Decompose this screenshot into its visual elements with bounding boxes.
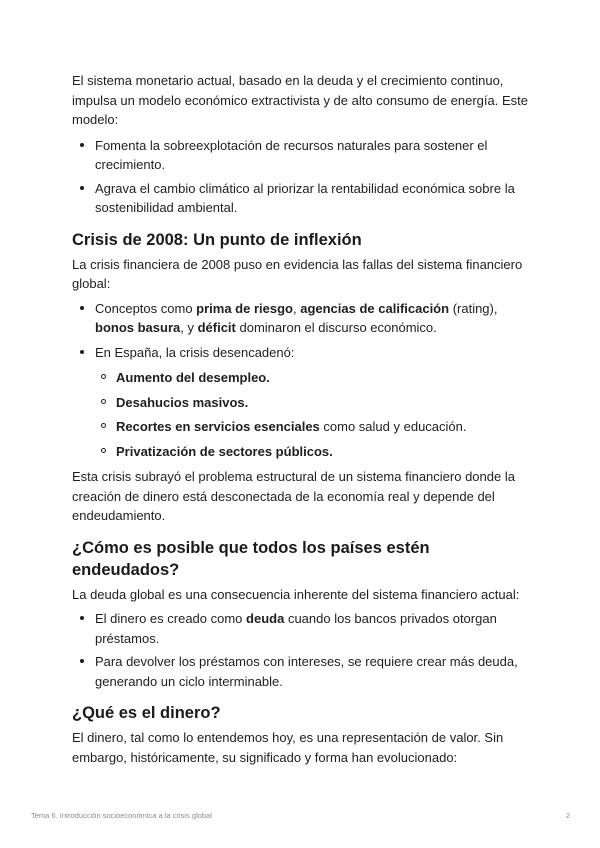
section-heading-money: ¿Qué es el dinero? xyxy=(72,704,221,722)
sub-list-item: Aumento del desempleo. xyxy=(95,368,532,388)
list-item: Conceptos como prima de riesgo, agencias de calificación (rating), bonos basura, y déficit dominaron el discurso económico. xyxy=(72,299,532,338)
section-heading-crisis: Crisis de 2008: Un punto de inflexión xyxy=(72,230,362,249)
sub-list-item: Recortes en servicios esenciales como salud y educación. xyxy=(95,417,532,437)
list-item: En España, la crisis desencadenó: xyxy=(72,343,532,363)
crisis-paragraph: La crisis financiera de 2008 puso en evidencia las fallas del sistema financiero global: xyxy=(72,256,523,291)
list-item: El dinero es creado como deuda cuando los bancos privados otorgan préstamos. xyxy=(72,609,532,648)
intro-paragraph: El sistema monetario actual, basado en la deuda y el crecimiento continuo, impulsa un modelo económico extractivista y de alto consumo de energía. Este modelo: xyxy=(72,73,528,127)
term-deficit: déficit xyxy=(197,320,236,335)
crisis-list xyxy=(72,299,532,363)
term-bonos-basura: bonos basura xyxy=(95,320,181,335)
crisis-sublist xyxy=(95,368,532,461)
term-deuda: deuda xyxy=(246,611,285,626)
term-prima-de-riesgo: prima de riesgo xyxy=(196,300,293,316)
debt-paragraph: La deuda global es una consecuencia inherente del sistema financiero actual: xyxy=(72,586,520,602)
intro-list xyxy=(72,136,532,218)
sub-list-item: Desahucios masivos. xyxy=(95,393,532,413)
section-heading-debt: ¿Cómo es posible que todos los países estén endeudados? xyxy=(72,538,430,579)
term-agencias-de-calificacion: agencias de calificación xyxy=(300,300,450,316)
sub-list-item: Privatización de sectores públicos. xyxy=(95,442,532,462)
page-number: 2 xyxy=(566,811,571,820)
debt-list xyxy=(72,609,532,691)
crisis-closing-paragraph: Esta crisis subrayó el problema estructural de un sistema financiero donde la creación de dinero está desconectada de la economía real y depende del endeudamiento. xyxy=(72,469,515,523)
list-item: Para devolver los préstamos con intereses, se requiere crear más deuda, generando un ciclo interminable. xyxy=(72,652,532,691)
list-item: Agrava el cambio climático al priorizar la rentabilidad económica sobre la sostenibilidad ambiental. xyxy=(72,179,532,218)
page-content xyxy=(72,71,532,767)
list-item: Fomenta la sobreexplotación de recursos naturales para sostener el crecimiento. xyxy=(72,136,532,175)
money-paragraph: El dinero, tal como lo entendemos hoy, es una representación de valor. Sin embargo, históricamente, su significado y forma han evolucionado: xyxy=(72,730,504,765)
footer-title: Tema 6. Introducción socioeconómica a la crisis global xyxy=(31,811,212,820)
